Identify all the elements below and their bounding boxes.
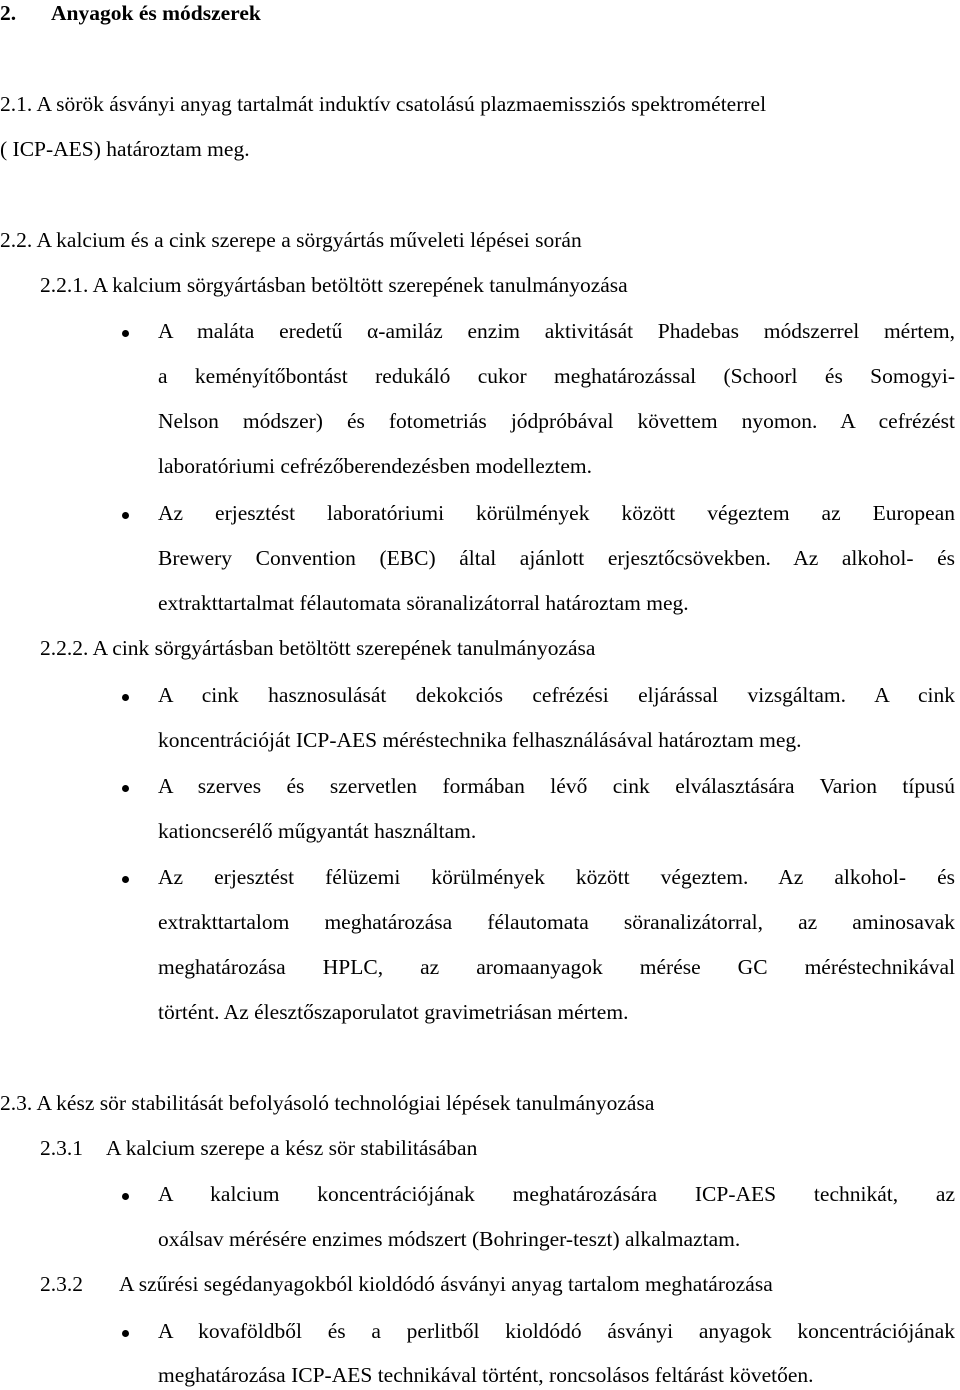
bullet-7-line-2: meghatározása ICP-AES technikával történt, roncsolásos feltárást követően. (158, 1363, 814, 1387)
section-2-1-heading: 2.1. A sörök ásványi anyag tartalmát induktív csatolású plazmaemissziós spektrométerrel (0, 92, 767, 116)
bullet-3-line-2: koncentrációját ICP-AES méréstechnika felhasználásával határoztam meg. (158, 728, 802, 752)
bullet-icon (122, 1193, 129, 1200)
bullet-5-line-2: extrakttartalom meghatározása félautomata söranalizátorral, az aminosavak (158, 910, 955, 934)
section-2-3-1-number: 2.3.1 (40, 1136, 83, 1160)
bullet-2-line-2: Brewery Convention (EBC) által ajánlott erjesztőcsövekben. Az alkohol- és (158, 546, 955, 570)
bullet-icon (122, 512, 129, 519)
bullet-6-line-2: oxálsav mérésére enzimes módszert (Bohringer-teszt) alkalmaztam. (158, 1227, 741, 1251)
bullet-3-line-1: A cink hasznosulását dekokciós cefrézési eljárással vizsgáltam. A cink (158, 683, 955, 707)
bullet-5-line-4: történt. Az élesztőszaporulatot gravimetriásan mértem. (158, 1000, 629, 1024)
section-2-2-heading: 2.2. A kalcium és a cink szerepe a sörgyártás műveleti lépései során (0, 228, 582, 252)
bullet-5-line-3: meghatározása HPLC, az aromaanyagok mérése GC méréstechnikával (158, 955, 955, 979)
bullet-4-line-1: A szerves és szervetlen formában lévő cink elválasztására Varion típusú (158, 774, 955, 798)
bullet-icon (122, 785, 129, 792)
bullet-icon (122, 330, 129, 337)
bullet-2-line-1: Az erjesztést laboratóriumi körülmények között végeztem az European (158, 501, 955, 525)
bullet-icon (122, 1330, 129, 1337)
section-2-3-1-title: A kalcium szerepe a kész sör stabilitásában (106, 1136, 478, 1160)
section-2-3-heading: 2.3. A kész sör stabilitását befolyásoló technológiai lépések tanulmányozása (0, 1091, 655, 1115)
bullet-2-line-3: extrakttartalmat félautomata söranalizátorral határoztam meg. (158, 591, 689, 615)
bullet-6-line-1: A kalcium koncentrációjának meghatározására ICP-AES technikát, az (158, 1182, 955, 1206)
bullet-4-line-2: kationcserélő műgyantát használtam. (158, 819, 477, 843)
section-2-3-2-number: 2.3.2 (40, 1272, 83, 1296)
section-2-1-heading-cont: ( ICP-AES) határoztam meg. (0, 137, 250, 161)
bullet-7-line-1: A kovaföldből és a perlitből kioldódó ásványi anyagok koncentrációjának (158, 1319, 955, 1343)
bullet-1-line-1: A maláta eredetű α-amiláz enzim aktivitását Phadebas módszerrel mértem, (158, 319, 955, 343)
section-2-2-2-heading: 2.2.2. A cink sörgyártásban betöltött szerepének tanulmányozása (40, 636, 596, 660)
chapter-number: 2. (0, 1, 17, 25)
section-2-3-2-title: A szűrési segédanyagokból kioldódó ásványi anyag tartalom meghatározása (119, 1272, 773, 1296)
bullet-1-line-3: Nelson módszer) és fotometriás jódpróbával követtem nyomon. A cefrézést (158, 409, 955, 433)
bullet-icon (122, 694, 129, 701)
chapter-title: Anyagok és módszerek (51, 1, 261, 25)
bullet-1-line-4: laboratóriumi cefrézőberendezésben modelleztem. (158, 454, 592, 478)
bullet-5-line-1: Az erjesztést félüzemi körülmények között végeztem. Az alkohol- és (158, 865, 955, 889)
bullet-1-line-2: a keményítőbontást redukáló cukor meghatározással (Schoorl és Somogyi- (158, 364, 955, 388)
section-2-2-1-heading: 2.2.1. A kalcium sörgyártásban betöltött szerepének tanulmányozása (40, 273, 628, 297)
bullet-icon (122, 876, 129, 883)
